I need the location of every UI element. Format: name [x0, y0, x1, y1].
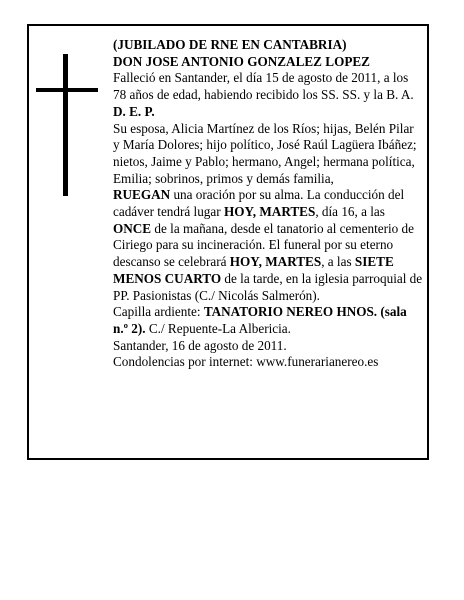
death-announcement: Falleció en Santander, el día 15 de agosto de 2011, a los 78 años de edad, habiendo recibido los SS. SS. y la B. A.	[113, 70, 414, 103]
ceremony-text-3: de la mañana, desde el tanatorio al cementerio de Ciriego para su incineración. El funeral por su eterno descanso se celebrará	[113, 220, 415, 270]
cross-icon	[36, 54, 98, 196]
cross-horizontal-bar	[36, 88, 98, 92]
place-date: Santander, 16 de agosto de 2011.	[113, 337, 287, 353]
ceremony-details	[113, 187, 423, 304]
burial-day: HOY, MARTES	[223, 204, 316, 220]
deceased-name: DON JOSE ANTONIO GONZALEZ LOPEZ	[113, 53, 370, 69]
dep-line: D. E. P.	[113, 103, 155, 119]
cross-vertical-bar	[63, 54, 68, 196]
ruegan-word: RUEGAN	[113, 187, 171, 203]
chapel-line	[113, 304, 423, 337]
ceremony-text-2: , día 16, a las	[315, 204, 385, 220]
ceremony-text-4: , a las	[321, 254, 355, 270]
chapel-address: C./ Repuente-La Albericia.	[145, 320, 291, 336]
family-list: Su esposa, Alicia Martínez de los Ríos; hijas, Belén Pilar y María Dolores; hijo político, José Raúl Lagüera Ibáñez; nietos, Jaime y Pablo; hermano, Angel; hermana política, Emilia; sobrinos, primos y demás familia,	[113, 120, 417, 186]
chapel-name: TANATORIO NEREO HNOS. (sala n.º 2).	[113, 304, 407, 336]
funeral-day: HOY, MARTES	[229, 254, 322, 270]
ceremony-text-1: una oración por su alma. La conducción del cadáver tendrá lugar	[113, 187, 405, 220]
notice-text	[113, 37, 423, 371]
header-line: (JUBILADO DE RNE EN CANTABRIA)	[113, 37, 347, 52]
funeral-time: SIETE MENOS CUARTO	[113, 254, 394, 286]
ceremony-text-5: de la tarde, en la iglesia parroquial de PP. Pasionistas (C./ Nicolás Salmerón).	[113, 270, 423, 303]
burial-time: ONCE	[113, 220, 152, 236]
condolences-line: Condolencias por internet: www.funerarianereo.es	[113, 354, 379, 370]
chapel-label: Capilla ardiente:	[113, 304, 204, 320]
